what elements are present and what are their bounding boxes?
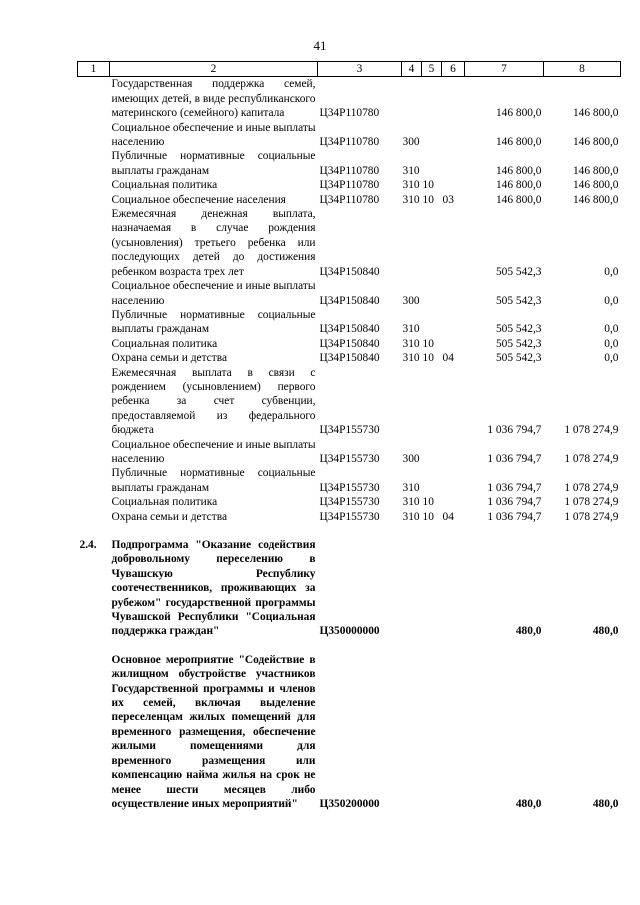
table-row	[78, 653, 621, 811]
row-section: 10	[422, 337, 434, 350]
row-section	[422, 207, 442, 279]
row-name: Охрана семьи и детства	[111, 510, 227, 523]
row-number	[78, 149, 110, 178]
row-section	[422, 538, 442, 639]
row-amount-col8: 146 800,0	[572, 164, 619, 177]
row-expense-type: 310	[402, 496, 420, 509]
table-body	[78, 77, 621, 811]
row-expense-type: 300	[402, 294, 420, 307]
row-target-code: Ц34P150840	[319, 323, 380, 336]
row-subsection	[442, 77, 465, 121]
row-amount-col7: 146 800,0	[495, 107, 542, 120]
row-expense-type: 300	[402, 452, 420, 465]
row-number	[78, 366, 110, 438]
row-expense-type: 300	[402, 136, 420, 149]
row-expense-type: 310	[402, 323, 420, 336]
header-col-1: 1	[78, 62, 110, 77]
row-number	[78, 178, 110, 192]
row-number	[78, 121, 110, 150]
row-amount-col8: 0,0	[604, 294, 619, 307]
row-amount-col7: 1 036 794,7	[487, 424, 542, 437]
row-name: Государственная поддержка семей, имеющих детей, в виде республиканского материнского (семейного) капитала	[111, 78, 316, 120]
header-col-4: 4	[402, 62, 422, 77]
row-expense-type	[402, 653, 422, 811]
row-section: 10	[422, 496, 434, 509]
row-expense-type: 310	[402, 179, 420, 192]
row-target-code: Ц34P110780	[319, 179, 380, 192]
row-amount-col8: 146 800,0	[572, 193, 619, 206]
row-name: Подпрограмма "Оказание содействия добровольному переселению в Чувашскую Республику соотечественников, проживающих за рубежом" государственной программы Чувашской Республики "Социальная поддержка граждан"	[111, 539, 316, 638]
row-expense-type: 310	[402, 352, 420, 365]
row-section	[422, 366, 442, 438]
row-target-code: Ц34P150840	[319, 265, 380, 278]
row-amount-col8: 480,0	[592, 625, 619, 638]
header-col-2: 2	[110, 62, 318, 77]
row-name: Социальная политика	[111, 179, 218, 192]
row-number	[78, 337, 110, 351]
row-expense-type: 310	[402, 337, 420, 350]
table-row	[78, 77, 621, 121]
row-expense-type	[402, 207, 422, 279]
row-expense-type	[402, 366, 422, 438]
row-amount-col8: 0,0	[604, 323, 619, 336]
row-name: Ежемесячная выплата в связи с рождением (усыновлением) первого ребенка за счет субвенции, предоставляемой из федерального бюджета	[111, 366, 316, 437]
row-amount-col7: 505 542,3	[495, 294, 542, 307]
row-name: Публичные нормативные социальные выплаты гражданам	[111, 308, 316, 336]
header-col-7: 7	[465, 62, 544, 77]
row-name: Публичные нормативные социальные выплаты гражданам	[111, 150, 316, 177]
row-number	[78, 193, 110, 207]
row-subsection	[442, 466, 465, 495]
row-section	[422, 77, 442, 121]
table-header-row	[78, 62, 621, 77]
row-subsection	[442, 337, 465, 351]
row-subsection	[442, 653, 465, 811]
row-number	[78, 510, 110, 524]
row-amount-col8: 0,0	[604, 352, 619, 365]
row-name: Социальное обеспечение и иные выплаты населению	[111, 280, 316, 307]
row-expense-type	[402, 77, 422, 121]
row-section	[422, 653, 442, 811]
row-expense-type: 310	[402, 164, 420, 177]
row-target-code: Ц34P150840	[319, 352, 380, 365]
row-subsection	[442, 178, 465, 192]
row-subsection	[442, 308, 465, 337]
table-row	[78, 308, 621, 337]
row-section: 10	[422, 193, 434, 206]
row-amount-col7: 1 036 794,7	[487, 496, 542, 509]
row-amount-col8: 146 800,0	[572, 179, 619, 192]
header-col-6: 6	[442, 62, 465, 77]
row-target-code: Ц34P150840	[319, 294, 380, 307]
row-amount-col7: 146 800,0	[495, 179, 542, 192]
row-amount-col7: 505 542,3	[495, 265, 542, 278]
row-name: Социальное обеспечение и иные выплаты населению	[111, 438, 316, 465]
row-section: 10	[422, 179, 434, 192]
row-subsection	[442, 279, 465, 308]
row-expense-type: 310	[402, 510, 420, 523]
row-section	[422, 438, 442, 467]
row-target-code: Ц350200000	[319, 797, 380, 810]
row-name: Социальное обеспечение населения	[111, 193, 286, 206]
row-section	[422, 466, 442, 495]
row-amount-col8: 1 078 274,9	[564, 481, 619, 494]
row-subsection	[442, 121, 465, 150]
row-subsection: 04	[442, 510, 454, 523]
row-section	[422, 308, 442, 337]
row-target-code: Ц34P110780	[319, 164, 380, 177]
table-row	[78, 279, 621, 308]
row-amount-col8: 0,0	[604, 265, 619, 278]
row-name: Охрана семьи и детства	[111, 352, 227, 365]
row-name: Социальная политика	[111, 496, 218, 509]
table-row	[78, 207, 621, 279]
row-spacer-cell	[78, 639, 621, 653]
row-subsection	[442, 149, 465, 178]
row-subsection: 03	[442, 193, 454, 206]
row-number	[78, 279, 110, 308]
row-amount-col7: 480,0	[515, 797, 542, 810]
header-col-3: 3	[318, 62, 402, 77]
table-row	[78, 366, 621, 438]
row-target-code: Ц34P155730	[319, 452, 380, 465]
table-row	[78, 121, 621, 150]
row-subsection	[442, 438, 465, 467]
row-section: 10	[422, 510, 434, 523]
table-row	[78, 438, 621, 467]
row-section	[422, 121, 442, 150]
row-name: Социальное обеспечение и иные выплаты населению	[111, 121, 316, 149]
row-spacer-cell	[78, 524, 621, 538]
row-subsection: 04	[442, 352, 454, 365]
page-number: 41	[313, 38, 327, 53]
row-amount-col7: 146 800,0	[495, 136, 542, 149]
row-target-code: Ц34P155730	[319, 424, 380, 437]
row-target-code: Ц34P110780	[319, 193, 380, 206]
header-col-8: 8	[544, 62, 621, 77]
row-target-code: Ц34P155730	[319, 496, 380, 509]
row-amount-col8: 1 078 274,9	[564, 496, 619, 509]
row-expense-type	[402, 538, 422, 639]
row-number	[78, 495, 110, 509]
row-number	[78, 77, 110, 121]
row-target-code: Ц34P110780	[319, 107, 380, 120]
table-row	[78, 351, 621, 365]
row-amount-col8: 146 800,0	[572, 136, 619, 149]
row-target-code: Ц34P155730	[319, 510, 380, 523]
row-amount-col7: 505 542,3	[495, 352, 542, 365]
row-amount-col7: 146 800,0	[495, 164, 542, 177]
row-number	[78, 207, 110, 279]
row-number	[78, 351, 110, 365]
table-row	[78, 193, 621, 207]
row-amount-col7: 505 542,3	[495, 323, 542, 336]
table-row	[78, 495, 621, 509]
row-section	[422, 149, 442, 178]
row-amount-col8: 146 800,0	[572, 107, 619, 120]
row-number	[78, 308, 110, 337]
table-row	[78, 178, 621, 192]
row-section	[422, 279, 442, 308]
row-amount-col8: 0,0	[604, 337, 619, 350]
table-row	[78, 149, 621, 178]
row-amount-col8: 1 078 274,9	[564, 424, 619, 437]
header-col-5: 5	[422, 62, 442, 77]
row-number	[78, 466, 110, 495]
row-number: 2.4.	[79, 539, 97, 551]
row-amount-col7: 146 800,0	[495, 193, 542, 206]
budget-table	[77, 61, 621, 811]
row-subsection	[442, 495, 465, 509]
row-target-code: Ц34P150840	[319, 337, 380, 350]
table-row	[78, 466, 621, 495]
row-expense-type: 310	[402, 193, 420, 206]
table-row	[78, 538, 621, 639]
row-amount-col7: 480,0	[515, 625, 542, 638]
row-amount-col8: 480,0	[592, 797, 619, 810]
row-amount-col7: 1 036 794,7	[487, 481, 542, 494]
row-amount-col7: 505 542,3	[495, 337, 542, 350]
row-name: Социальная политика	[111, 337, 218, 350]
row-spacer	[78, 639, 621, 653]
row-number	[78, 438, 110, 467]
row-number	[78, 653, 110, 811]
table-row	[78, 510, 621, 524]
row-amount-col7: 1 036 794,7	[487, 452, 542, 465]
row-name: Публичные нормативные социальные выплаты гражданам	[111, 467, 316, 494]
row-name: Основное мероприятие "Содействие в жилищном обустройстве участников Государственной программы и членов их семей, включая выделение переселенцам жилых помещений для временного размещения, обеспечение жилыми помещениями для временного размещения или компенсацию найма жилья на срок не менее шести месяцев либо осуществление иных мероприятий"	[111, 653, 316, 810]
row-target-code: Ц34P155730	[319, 481, 380, 494]
row-section: 10	[422, 352, 434, 365]
row-subsection	[442, 207, 465, 279]
row-target-code: Ц34P110780	[319, 136, 380, 149]
row-expense-type: 310	[402, 481, 420, 494]
row-target-code: Ц350000000	[319, 625, 380, 638]
row-subsection	[442, 538, 465, 639]
row-name: Ежемесячная денежная выплата, назначаемая в случае рождения (усыновления) третьего ребенка или последующих детей до достижения ребенком возраста трех лет	[111, 208, 316, 278]
table-row	[78, 337, 621, 351]
row-spacer	[78, 524, 621, 538]
row-amount-col8: 1 078 274,9	[564, 452, 619, 465]
row-subsection	[442, 366, 465, 438]
row-amount-col7: 1 036 794,7	[487, 510, 542, 523]
row-amount-col8: 1 078 274,9	[564, 510, 619, 523]
